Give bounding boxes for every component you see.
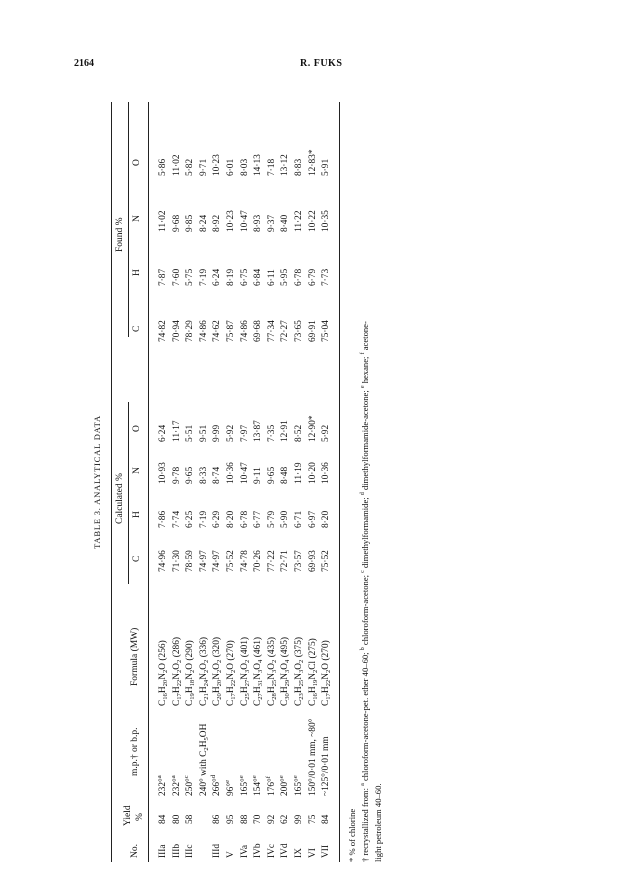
row-found-h: 7·87 [158,268,168,286]
row-found-c: 69·68 [253,320,264,342]
page-number: 2164 [74,58,94,69]
row-found-c: 69·91 [307,320,318,342]
row-no: IIIb [171,843,182,858]
row-found-c: 77·34 [266,320,277,342]
row-found-h: 5·75 [185,268,196,286]
row-no: IVc [266,843,277,858]
row-found-h: 6·24 [212,268,223,286]
row-calc-o: 6·24 [158,424,168,442]
row-found-o: 11·02 [171,154,182,176]
row-yield: 92 [266,814,277,824]
header-calc-c: C [132,555,142,562]
row-found-n: 10·23 [226,210,236,232]
row-found-n: 11·22 [294,210,304,232]
header-no: No. [130,844,140,858]
footnote-3: light petroleum 40–60. [372,783,383,862]
row-formula: $C_{30}H_{29}N_3O_4$ (495) [280,636,292,706]
row-found-o: 14·13 [253,154,264,176]
row-found-o: 12·83* [307,149,318,176]
row-found-n: 10·22 [307,210,318,232]
row-calc-h: 5·90 [280,510,291,528]
row-found-o: 13·12 [280,154,291,176]
row-found-o: 5·91 [321,158,332,176]
row-calc-h: 5·79 [266,510,277,528]
row-calc-o: 9·99 [212,424,223,442]
header-found-h: H [132,269,142,276]
row-found-h: 6·75 [239,268,250,286]
row-calc-c: 74·78 [239,550,250,572]
header-found-o: O [132,159,142,166]
row-calc-c: 70·26 [253,550,264,572]
table-caption: TABLE 3. ANALYTICAL DATA [92,415,102,549]
row-no: IIIc [185,844,196,858]
row-found-o: 5·82 [185,158,196,176]
row-calc-c: 74·96 [158,550,168,572]
row-yield: 84 [321,814,332,824]
row-calc-h: 6·77 [253,510,264,528]
row-yield: 58 [185,814,196,824]
row-found-h: 7·60 [171,268,182,286]
row-found-o: 6·01 [226,158,236,176]
row-no: VII [321,844,332,858]
row-found-o: 8·03 [239,158,250,176]
row-calc-c: 72·71 [280,550,291,572]
row-mp: 96°$^e$ [224,779,236,796]
header-found: Found % [115,217,125,252]
row-mp: 150°/0·01 mm, ~80° [307,718,318,796]
footnote-2: † recrystallized from: $^a$ chloroform-acetone-pet. ether 40–60; $^b$ chloroform-acetone; $^c$ dimethylformamide; $^d$ dimethylformamide-acetone; $^e$ hexane; $^f$ acetone- [359,321,370,862]
header-calc-o: O [132,425,142,432]
header-calc-h: H [132,511,142,518]
row-formula: $C_{28}H_{25}N_3O_2$ (435) [266,636,278,706]
row-calc-n: 10·47 [239,462,250,484]
row-found-n: 10·47 [239,210,250,232]
row-no: IIIa [158,844,168,858]
row-formula: $C_{21}H_{24}N_2O_2$ (336) [198,636,210,706]
row-found-h: 5·95 [280,268,291,286]
row-calc-h: 6·25 [185,510,196,528]
row-calc-n: 8·74 [212,466,223,484]
row-no: IVd [280,843,291,858]
header-found-n: N [132,215,142,222]
row-found-n: 8·24 [198,214,209,232]
row-calc-c: 77·22 [266,550,277,572]
row-formula: $C_{16}H_{19}N_2Cl$ (275) [307,638,319,706]
row-calc-h: 6·97 [307,510,318,528]
row-calc-h: 8·20 [226,510,236,528]
row-calc-h: 7·86 [158,510,168,528]
row-found-n: 9·68 [171,214,182,232]
row-found-o: 9·71 [198,158,209,176]
row-mp: 154°$^e$ [251,775,264,796]
row-calc-o: 5·51 [185,424,196,442]
row-calc-n: 10·36 [321,462,332,484]
row-calc-o: 9·51 [198,424,209,442]
row-mp: 240° with $C_2H_5OH$ [198,723,210,796]
row-calc-o: 8·52 [294,424,304,442]
row-formula: $C_{19}H_{18}N_2O$ (290) [185,640,197,706]
row-calc-h: 7·74 [171,510,182,528]
row-mp: 176°$^f$ [264,775,277,796]
row-yield: 99 [294,814,304,824]
row-found-c: 75·87 [226,320,236,342]
row-mp: ~125°/0·01 mm [321,736,332,796]
row-no: IIId [212,843,223,858]
row-calc-o: 7·35 [266,424,277,442]
row-found-o: 10·23 [212,154,223,176]
header-yield: Yield [123,805,133,826]
row-found-c: 73·65 [294,320,304,342]
row-formula: $C_{17}H_{22}N_2O_2$ (286) [171,636,183,706]
row-calc-n: 10·20 [307,462,318,484]
row-found-h: 6·84 [253,268,264,286]
row-calc-h: 8·20 [321,510,332,528]
row-found-c: 74·86 [239,320,250,342]
row-calc-c: 73·57 [294,550,304,572]
row-calc-n: 8·48 [280,466,291,484]
running-author: R. FUKS [300,58,343,69]
row-found-c: 72·27 [280,320,291,342]
footnote-1: * % of chlorine [346,808,357,862]
row-calc-h: 7·19 [198,510,209,528]
row-mp: 165°$^e$ [292,775,304,796]
row-calc-n: 10·93 [158,462,168,484]
row-found-n: 8·40 [280,214,291,232]
row-calc-o: 12·90* [307,415,318,442]
row-calc-n: 11·19 [294,462,304,484]
row-calc-n: 10·36 [226,462,236,484]
header-formula: Formula (MW) [130,627,140,686]
rotated-table [92,102,512,862]
row-calc-h: 6·71 [294,510,304,528]
row-mp: 165°$^e$ [237,775,250,796]
top-rule [111,102,112,862]
row-yield: 80 [171,814,182,824]
row-calc-c: 78·59 [185,550,196,572]
row-found-c: 74·62 [212,320,223,342]
row-mp: 266°$^d$ [210,774,223,796]
row-formula: $C_{17}H_{22}N_2O$ (270) [321,640,333,706]
row-found-c: 74·86 [198,320,209,342]
row-calc-n: 9·78 [171,466,182,484]
row-calc-o: 13·87 [253,420,264,442]
row-found-n: 8·92 [212,214,223,232]
row-formula: $C_{25}H_{27}N_3O_2$ (401) [239,636,251,706]
row-yield: 95 [226,814,236,824]
row-formula: $C_{27}H_{31}N_3O_4$ (461) [253,636,265,706]
row-mp: 250°$^c$ [183,775,196,796]
row-calc-o: 5·92 [226,424,236,442]
row-found-c: 78·29 [185,320,196,342]
header-calc-n: N [132,467,142,474]
header-calculated: Calculated % [115,473,125,524]
row-no: IVa [239,844,250,858]
row-calc-c: 75·52 [226,550,236,572]
row-no: VI [307,848,318,858]
row-found-c: 70·94 [171,320,182,342]
row-mp: 232°$^a$ [156,775,168,796]
row-calc-c: 75·52 [321,550,332,572]
row-formula: $C_{20}H_{20}N_2O_2$ (320) [212,636,224,706]
row-calc-n: 9·65 [266,466,277,484]
row-no: IVb [253,843,264,858]
row-calc-o: 12·91 [280,420,291,442]
row-yield: 70 [253,814,264,824]
calculated-rule [128,402,129,584]
row-no: V [226,851,236,858]
row-found-n: 11·02 [158,210,168,232]
header-rule [148,102,149,862]
row-calc-c: 69·93 [307,550,318,572]
row-calc-n: 9·65 [185,466,196,484]
row-calc-c: 74·97 [198,550,209,572]
row-found-n: 9·37 [266,214,277,232]
row-found-o: 8·83 [294,158,304,176]
row-calc-o: 7·97 [239,424,250,442]
row-calc-h: 6·78 [239,510,250,528]
row-found-n: 8·93 [253,214,264,232]
row-found-h: 6·79 [307,268,318,286]
row-calc-o: 11·17 [171,420,182,442]
found-rule [128,102,129,337]
row-found-n: 9·85 [185,214,196,232]
header-mp: m.p.† or b.p. [130,727,140,776]
row-found-h: 6·11 [266,269,277,286]
row-found-h: 6·78 [294,268,304,286]
row-found-c: 75·04 [321,320,332,342]
row-found-h: 7·19 [198,268,209,286]
row-mp: 232°$^a$ [169,775,182,796]
row-calc-o: 5·92 [321,424,332,442]
row-formula: $C_{23}H_{25}N_3O_2$ (375) [294,636,305,706]
row-no: IX [294,848,304,858]
row-calc-n: 8·33 [198,466,209,484]
row-found-h: 8·19 [226,268,236,286]
row-formula: $C_{17}H_{22}N_2O$ (270) [226,640,237,706]
row-calc-h: 6·29 [212,510,223,528]
row-yield: 86 [212,814,223,824]
header-found-c: C [132,325,142,332]
row-found-o: 7·18 [266,158,277,176]
row-yield: 88 [239,814,250,824]
row-yield: 84 [158,814,168,824]
row-calc-c: 74·97 [212,550,223,572]
bottom-rule [339,102,340,862]
row-calc-n: 9·11 [253,467,264,484]
row-calc-c: 71·30 [171,550,182,572]
row-found-o: 5·86 [158,158,168,176]
row-yield: 62 [280,814,291,824]
row-formula: $C_{16}H_{20}N_2O$ (256) [158,640,169,706]
row-found-c: 74·82 [158,320,168,342]
row-found-n: 10·35 [321,210,332,232]
row-yield: 75 [307,814,318,824]
header-yield-unit: % [135,813,145,821]
row-found-h: 7·73 [321,268,332,286]
row-mp: 200°$^e$ [278,775,291,796]
